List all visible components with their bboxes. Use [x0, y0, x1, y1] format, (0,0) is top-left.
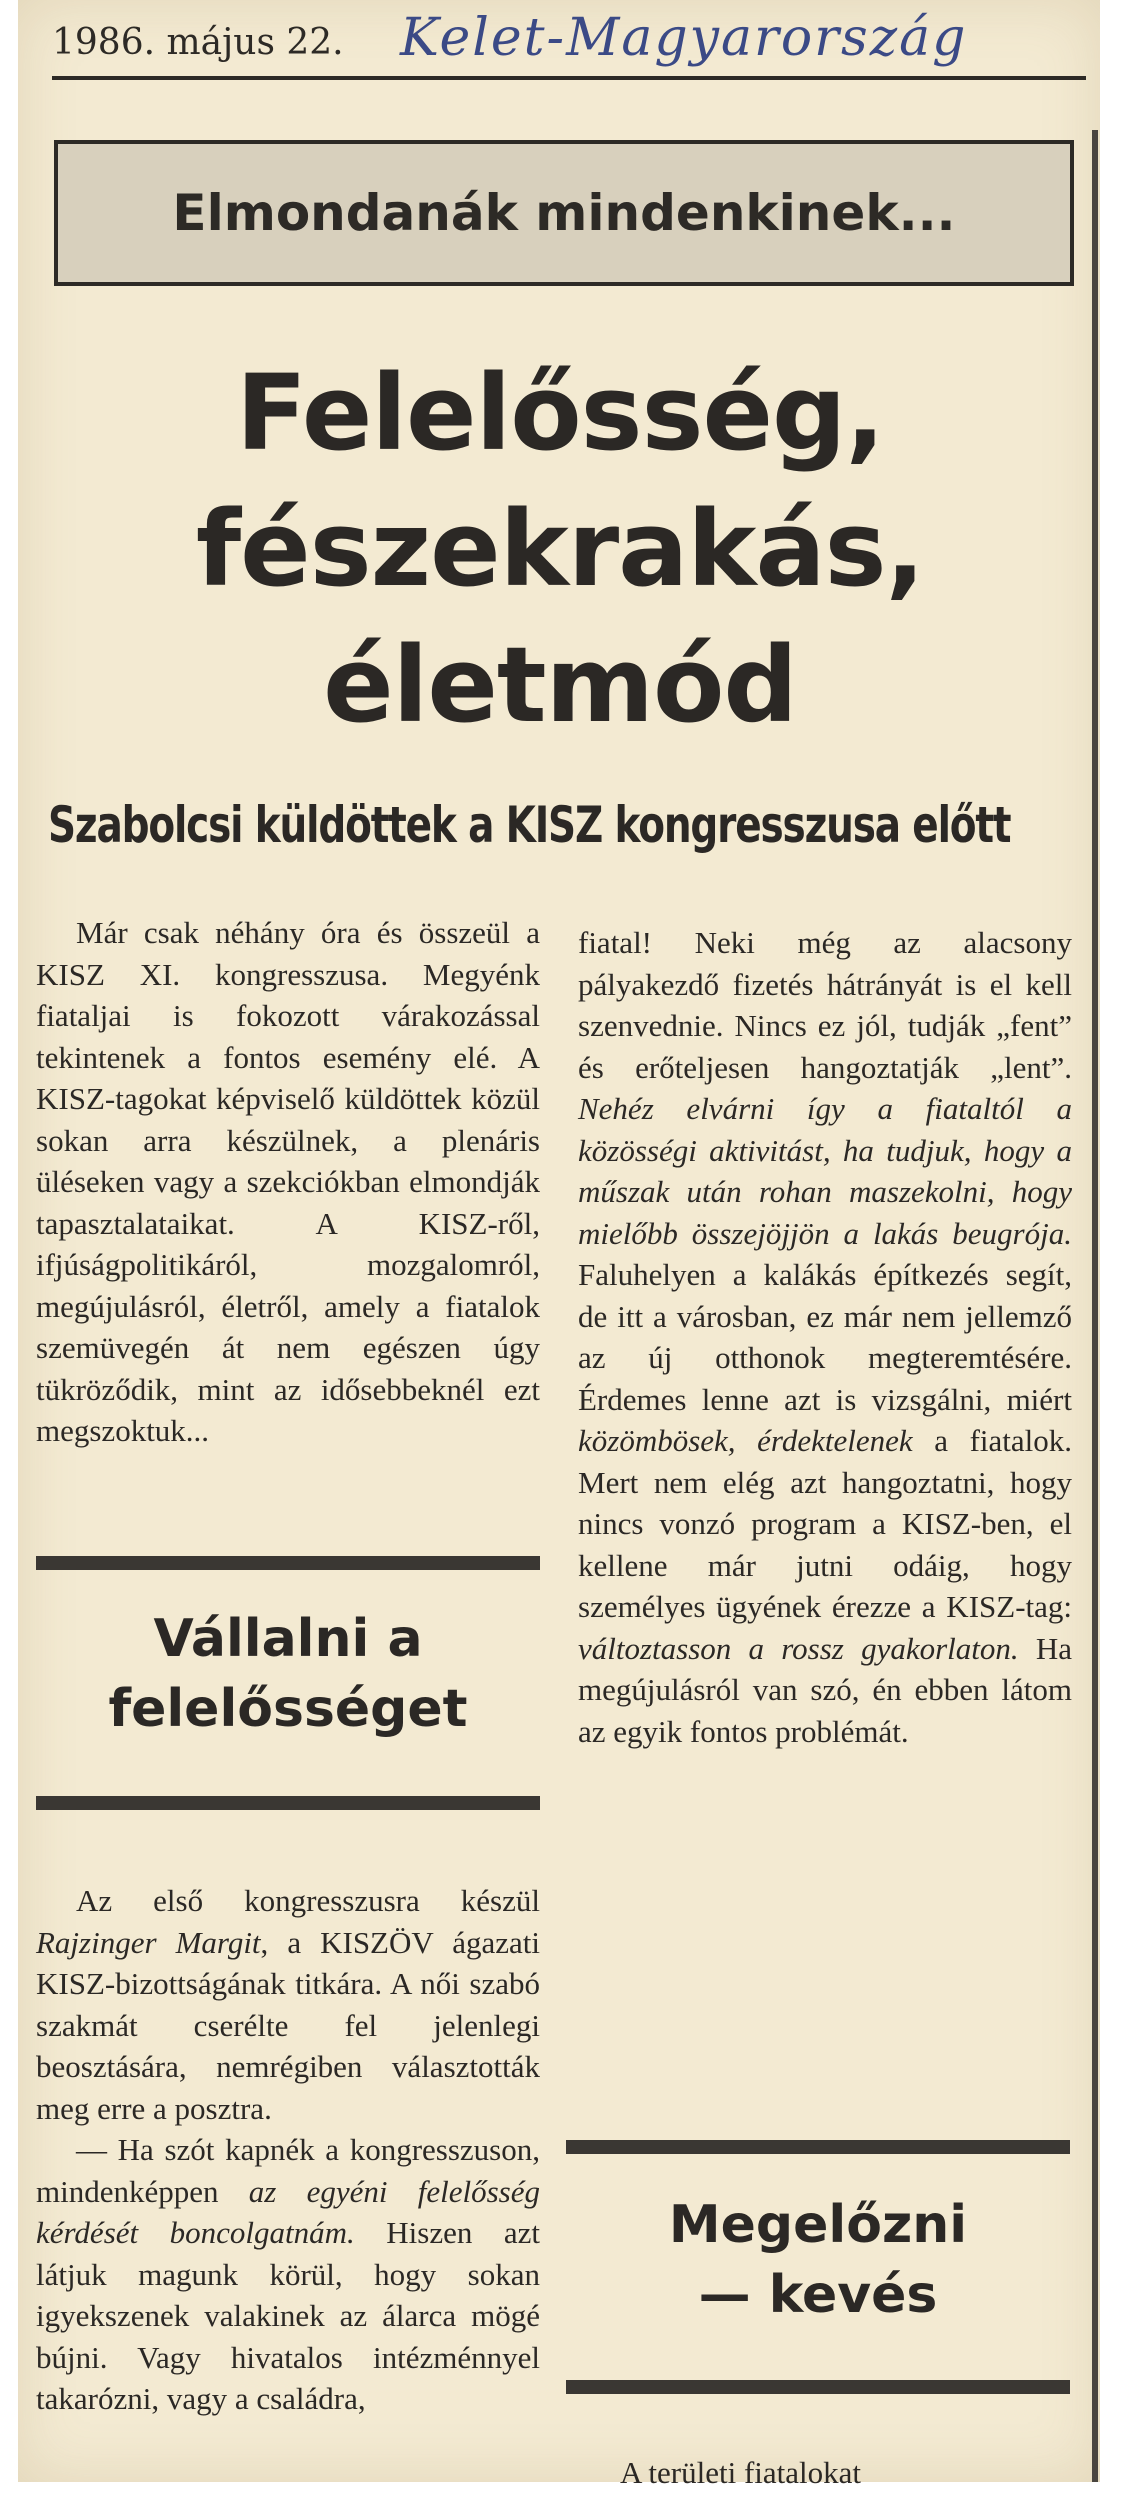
emphasis: közömbösek, érdektelenek	[578, 1423, 913, 1458]
publication-date: 1986. május 22.	[52, 22, 344, 63]
text-run: Az első kongresszusra készül	[76, 1883, 540, 1918]
text-run: Ha megújulásról van szó, én ebben látom az egyik fontos problémát.	[578, 1630, 1072, 1749]
text-run: Hiszen azt látjuk magunk körül, hogy sokan igyekszenek valakinek az álarca mögé bújni. Vagy hivatalos intézménnyel takarózni, vagy a családra,	[36, 2215, 541, 2416]
subheadline: Szabolcsi küldöttek a KISZ kongresszusa előtt	[48, 796, 1011, 854]
right-column-paragraph	[578, 922, 1072, 1752]
section-1-body	[36, 1880, 540, 2420]
section-heading-2-line-2: — kevés	[698, 2265, 938, 2325]
text-run: Faluhelyen a kalákás építkezés segít, de itt a városban, ez már nem jellemző az új otthonok megteremtésére. Érdemes lenne azt is vizsgálni, miért	[578, 1257, 1072, 1417]
page-fold-edge	[1092, 130, 1098, 2482]
section-2-paragraph: A területi fiatalokat	[620, 2455, 862, 2490]
handwritten-source-note: Kelet-Magyarország	[400, 8, 968, 68]
emphasis: az egyéni felelősség kérdését boncolgatnám.	[36, 2173, 540, 2250]
section-heading-2-line-1: Megelőzni	[668, 2195, 968, 2255]
text-run: fiatal! Neki még az alacsony pályakezdő fizetés hátrányát is el kell szenvednie. Nincs ez jól, tudják „fent” és erőteljesen hangoztatják „lent”.	[578, 925, 1072, 1085]
text-run: — Ha szót kapnék a kongresszuson, mindenképpen	[36, 2132, 540, 2209]
person-name: Rajzinger Margit	[36, 1924, 261, 1960]
intro-paragraph: Már csak néhány óra és összeül a KISZ XI. kongresszusa. Megyénk fiataljai is fokozott várakozással tekintenek a fontos esemény elé. A KISZ-tagokat képviselő küldöttek közül sokan arra készülnek, a plenáris üléseken vagy a szekciókban elmondják tapasztalataikat. A KISZ-ről, ifjúságpolitikáról, mozgalomról, megújulásról, életről, amely a fiatalok szemüvegén át nem egészen úgy tükröződik, mint az idősebbeknél ezt megszoktuk...	[36, 915, 540, 1448]
section-heading-1-line-2: felelősséget	[108, 1679, 468, 1739]
section-rule	[36, 1556, 540, 1570]
section-heading-2	[566, 2190, 1070, 2330]
kicker-text: Elmondanák mindenkinek...	[172, 184, 956, 242]
section-heading-1-line-1: Vállalni a	[153, 1609, 423, 1669]
headline-line-3: életmód	[323, 624, 797, 746]
emphasis: változtasson a rossz gyakorlaton.	[578, 1630, 1019, 1666]
kicker-box	[54, 140, 1074, 286]
section-1-paragraph-1	[36, 1880, 540, 2129]
section-rule	[36, 1796, 540, 1810]
right-column	[578, 922, 1072, 1752]
top-rule	[52, 76, 1086, 80]
emphasis: Nehéz elvárni így a fiataltól a közösségi aktivitást, ha tudjuk, hogy a műszak után rohan maszekolni, hogy mielőbb összejöjjön a lakás beugrója.	[578, 1091, 1072, 1251]
headline	[40, 345, 1080, 753]
section-1-paragraph-2	[36, 2129, 540, 2420]
section-rule	[566, 2140, 1070, 2154]
headline-line-2: fészekrakás,	[195, 488, 925, 610]
text-run: a fiatalok. Mert nem elég azt hangoztatni, hogy nincs vonzó program a KISZ-ben, el kellene már jutni odáig, hogy személyes ügyének érezze a KISZ-tag:	[578, 1423, 1072, 1624]
section-rule	[566, 2380, 1070, 2394]
text-run: , a KISZÖV ágazati KISZ-bizottságának titkára. A női szabó szakmát cserélte fel jelenlegi beosztására, nemrégiben választották meg erre a posztra.	[36, 1924, 541, 2126]
headline-line-1: Felelősség,	[236, 352, 884, 474]
section-heading-1	[36, 1604, 540, 1744]
section-2-body	[580, 2452, 1074, 2494]
intro-column	[36, 912, 540, 1452]
